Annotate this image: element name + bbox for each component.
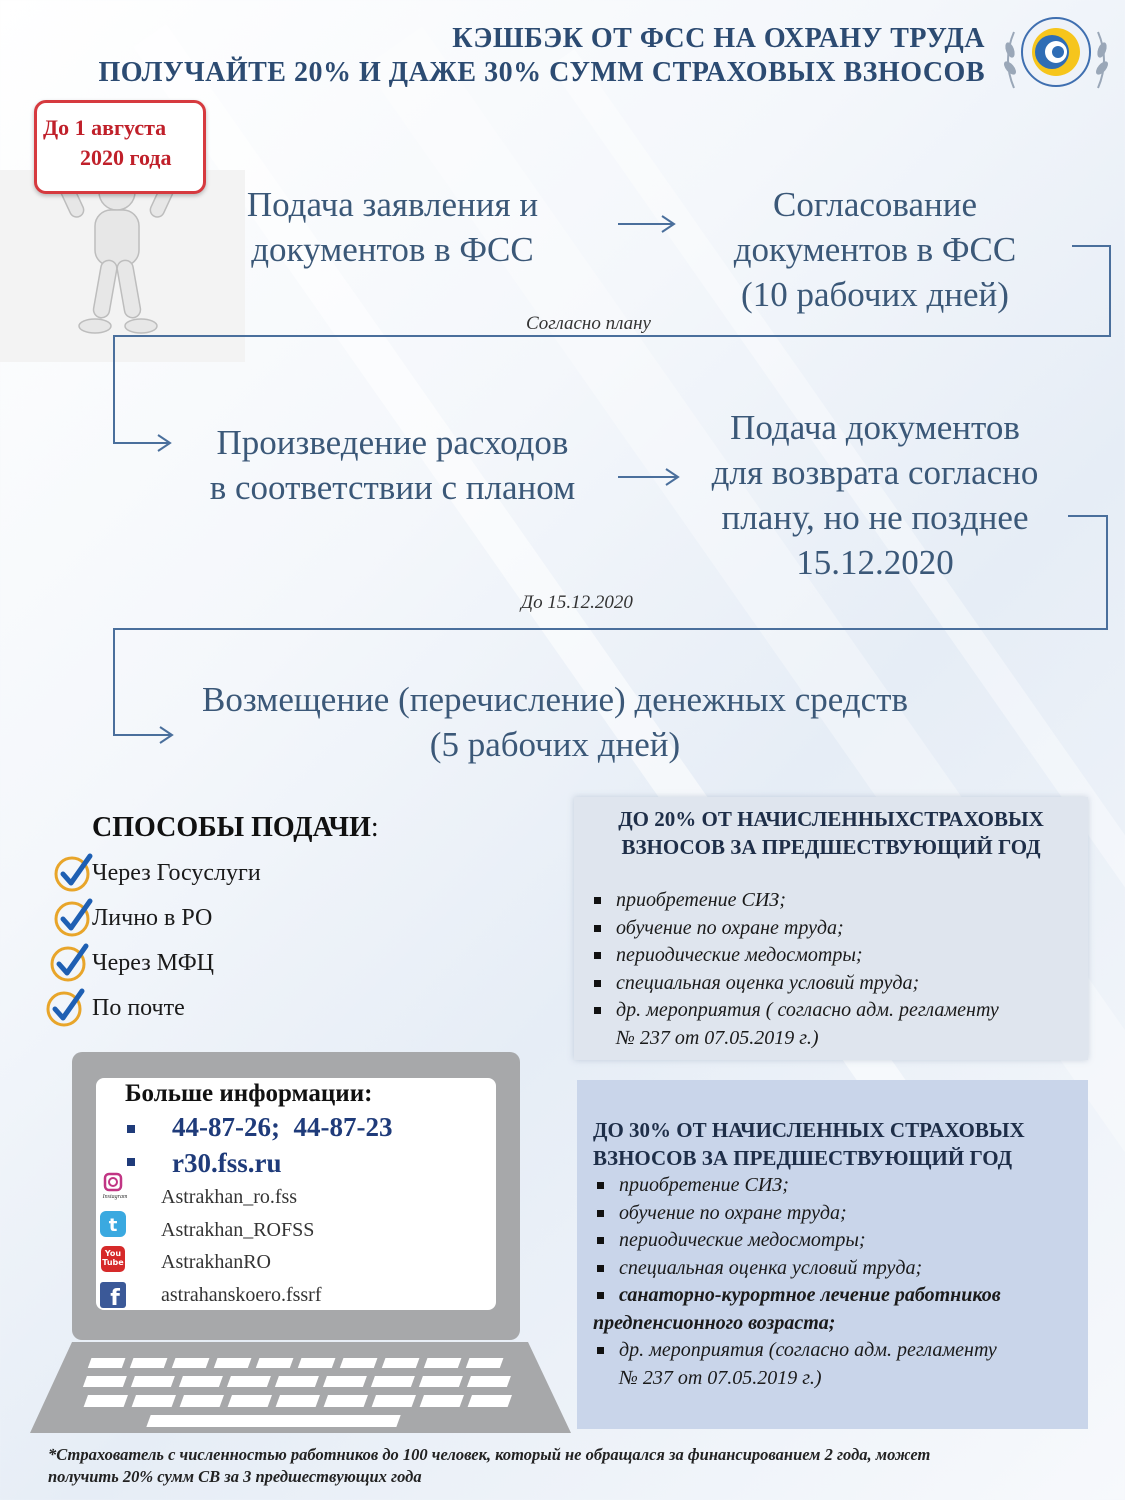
cashback-30-box xyxy=(577,1080,1088,1429)
youtube-label: You Tube xyxy=(102,1249,124,1267)
checkmark-icon xyxy=(50,942,90,982)
step-text: в соответствии с планом xyxy=(209,468,576,507)
header-title-line1: КЭШБЭК ОТ ФСС НА ОХРАНУ ТРУДА xyxy=(452,23,985,54)
sign-line1: До 1 августа xyxy=(43,115,167,140)
box30-title xyxy=(577,1116,1088,1172)
twitter-handle[interactable]: Astrakhan_ROFSS xyxy=(161,1219,315,1241)
facebook-handle[interactable]: astrahanskoero.fssrf xyxy=(161,1284,322,1306)
list-item: периодические медосмотры; xyxy=(592,942,1088,970)
method-label: Лично в РО xyxy=(92,905,213,931)
twitter-icon xyxy=(99,1210,127,1238)
website-link[interactable]: r30.fss.ru xyxy=(172,1148,282,1178)
step-text: Возмещение (перечисление) денежных средств xyxy=(202,680,908,719)
box-title-line: ВЗНОСОВ ЗА ПРЕДШЕСТВУЮЩИЙ ГОД xyxy=(593,1146,1013,1170)
method-label: Через МФЦ xyxy=(92,950,214,976)
step-text: Произведение расходов xyxy=(216,423,569,462)
list-item: приобретение СИЗ; xyxy=(592,887,1088,915)
checkmark-icon xyxy=(46,987,86,1027)
phone-numbers: 44-87-26; 44-87-23 xyxy=(172,1112,393,1142)
youtube-handle[interactable]: AstrakhanRO xyxy=(161,1251,271,1273)
flow-note-per-plan: Согласно плану xyxy=(526,313,651,334)
box-title-line: ВЗНОСОВ ЗА ПРЕДШЕСТВУЮЩИЙ ГОД xyxy=(621,835,1041,859)
list-item: периодические медосмотры; xyxy=(595,1227,1088,1255)
step-approval xyxy=(690,182,1060,317)
list-item: санаторно-курортное лечение работников xyxy=(595,1282,1088,1310)
methods-title-colon: : xyxy=(370,812,379,843)
list-item: специальная оценка условий труда; xyxy=(592,970,1088,998)
step-text: Подача документов xyxy=(730,408,1020,447)
step-text: документов в ФСС xyxy=(733,230,1017,269)
instagram-label: Instagram xyxy=(102,1194,128,1200)
list-item: обучение по охране труда; xyxy=(592,915,1088,943)
step-submit-refund-docs xyxy=(680,405,1070,585)
box20-list xyxy=(592,887,1088,1052)
step-text: для возврата согласно xyxy=(711,453,1039,492)
box30-list xyxy=(595,1172,1088,1392)
step-submit-application xyxy=(215,182,570,272)
sign-line2: 2020 года xyxy=(80,145,172,170)
step-text: (10 рабочих дней) xyxy=(741,275,1009,314)
footnote-line: получить 20% сумм СВ за 3 предшествующих года xyxy=(48,1467,422,1486)
step-text: документов в ФСС xyxy=(251,230,534,269)
methods-title-text: СПОСОБЫ ПОДАЧИ xyxy=(92,812,371,843)
footnote xyxy=(48,1444,1078,1488)
method-label: Через Госуслуги xyxy=(92,860,261,886)
flow-note-deadline: До 15.12.2020 xyxy=(521,592,633,613)
submission-methods-title xyxy=(92,812,379,844)
laptop-keyboard-icon xyxy=(28,1340,573,1435)
svg-text:f: f xyxy=(110,1286,120,1309)
list-item: др. мероприятия (согласно адм. регламенту xyxy=(595,1337,1088,1365)
facebook-icon xyxy=(99,1281,127,1309)
svg-text:t: t xyxy=(108,1215,118,1236)
instagram-handle[interactable]: Astrakhan_ro.fss xyxy=(161,1186,298,1208)
step-text: плану, но не позднее xyxy=(721,498,1029,537)
box-title-line: ДО 30% ОТ НАЧИСЛЕННЫХ СТРАХОВЫХ xyxy=(593,1118,1025,1142)
list-item-continuation: № 237 от 07.05.2019 г.) xyxy=(619,1366,822,1389)
method-label: По почте xyxy=(92,995,185,1021)
step-text: Подача заявления и xyxy=(246,185,539,224)
bullet xyxy=(127,1158,135,1166)
checkmark-icon xyxy=(54,852,94,892)
list-item: приобретение СИЗ; xyxy=(595,1172,1088,1200)
checkmark-icon xyxy=(54,897,94,937)
list-item-continuation: № 237 от 07.05.2019 г.) xyxy=(616,1026,819,1049)
list-item: др. мероприятия ( согласно адм. регламенту xyxy=(592,997,1088,1025)
bullet xyxy=(127,1125,135,1133)
step-text: Согласование xyxy=(772,185,978,224)
list-item: специальная оценка условий труда; xyxy=(595,1255,1088,1283)
header-title-line2: ПОЛУЧАЙТЕ 20% И ДАЖЕ 30% СУММ СТРАХОВЫХ ВЗНОСОВ xyxy=(98,57,985,88)
footnote-line: *Страхователь с численностью работников до 100 человек, который не обращался за финансированием 2 года, может xyxy=(48,1445,931,1464)
step-reimbursement xyxy=(140,677,970,767)
step-text: (5 рабочих дней) xyxy=(429,725,681,764)
step-expenses xyxy=(180,420,605,510)
cashback-20-box xyxy=(574,797,1088,1060)
list-item-continuation: предпенсионного возраста; xyxy=(593,1311,836,1334)
step-text: 15.12.2020 xyxy=(796,543,954,582)
list-item: обучение по охране труда; xyxy=(595,1200,1088,1228)
box20-title xyxy=(574,805,1088,861)
more-info-title: Больше информации: xyxy=(125,1080,373,1107)
box-title-line: ДО 20% ОТ НАЧИСЛЕННЫХСТРАХОВЫХ xyxy=(618,807,1044,831)
